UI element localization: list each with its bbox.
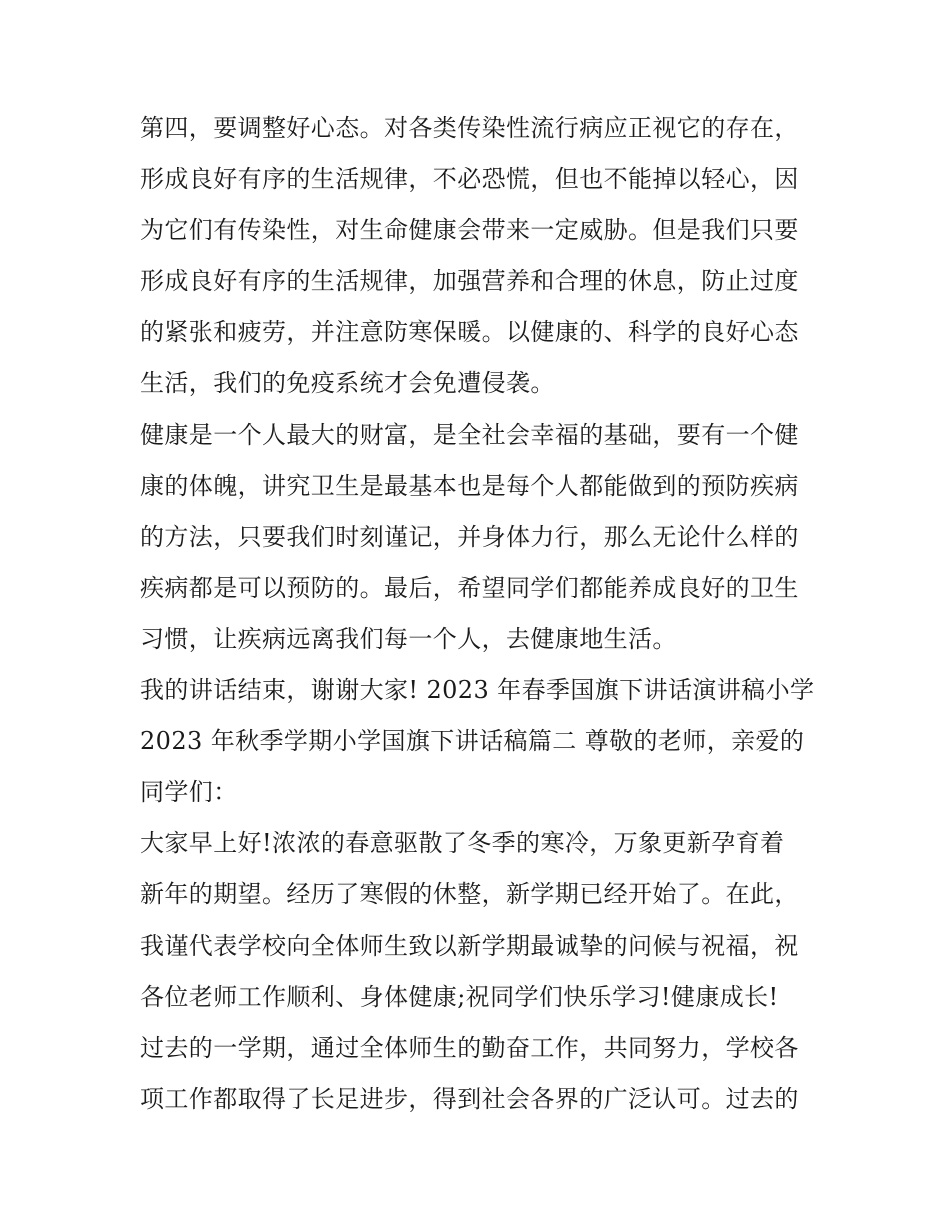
text-line: 形成良好有序的生活规律，加强营养和合理的休息，防止过度 xyxy=(140,267,799,296)
text-line: 疾病都是可以预防的。最后，希望同学们都能养成良好的卫生 xyxy=(140,573,799,602)
text-line: 同学们： xyxy=(140,778,238,807)
text-line: 生活，我们的免疫系统才会免遭侵袭。 xyxy=(140,369,555,398)
text-line: 各位老师工作顺利、身体健康;祝同学们快乐学习!健康成长! xyxy=(140,982,779,1011)
text-line: 的紧张和疲劳，并注意防寒保暖。以健康的、科学的良好心态 xyxy=(140,318,799,347)
text-line: 新年的期望。经历了寒假的休整，新学期已经开始了。在此， xyxy=(140,880,799,909)
text-line: 项工作都取得了长足进步，得到社会各界的广泛认可。过去的 xyxy=(140,1084,799,1113)
text-line: 第四，要调整好心态。对各类传染性流行病应正视它的存在， xyxy=(140,114,799,142)
text-line: 习惯，让疾病远离我们每一个人，去健康地生活。 xyxy=(140,624,677,653)
text-line: 我谨代表学校向全体师生致以新学期最诚挚的问候与祝福，祝 xyxy=(140,931,799,960)
document-page xyxy=(140,103,820,1125)
text-line: 的方法，只要我们时刻谨记，并身体力行，那么无论什么样的 xyxy=(140,522,799,551)
text-line: 健康是一个人最大的财富，是全社会幸福的基础，要有一个健 xyxy=(140,420,799,449)
text-line: 形成良好有序的生活规律，不必恐慌，但也不能掉以轻心，因 xyxy=(140,165,799,194)
text-line: 大家早上好!浓浓的春意驱散了冬季的寒冷，万象更新孕育着 xyxy=(140,829,785,858)
text-line: 为它们有传染性，对生命健康会带来一定威胁。但是我们只要 xyxy=(140,216,799,245)
text-line: 过去的一学期，通过全体师生的勤奋工作，共同努力，学校各 xyxy=(140,1033,799,1062)
text-line: 康的体魄，讲究卫生是最基本也是每个人都能做到的预防疾病 xyxy=(140,471,799,500)
text-line: 2023 年秋季学期小学国旗下讲话稿篇二 尊敬的老师，亲爱的 xyxy=(140,727,805,756)
text-line: 我的讲话结束，谢谢大家! 2023 年春季国旗下讲话演讲稿小学 xyxy=(140,676,815,705)
